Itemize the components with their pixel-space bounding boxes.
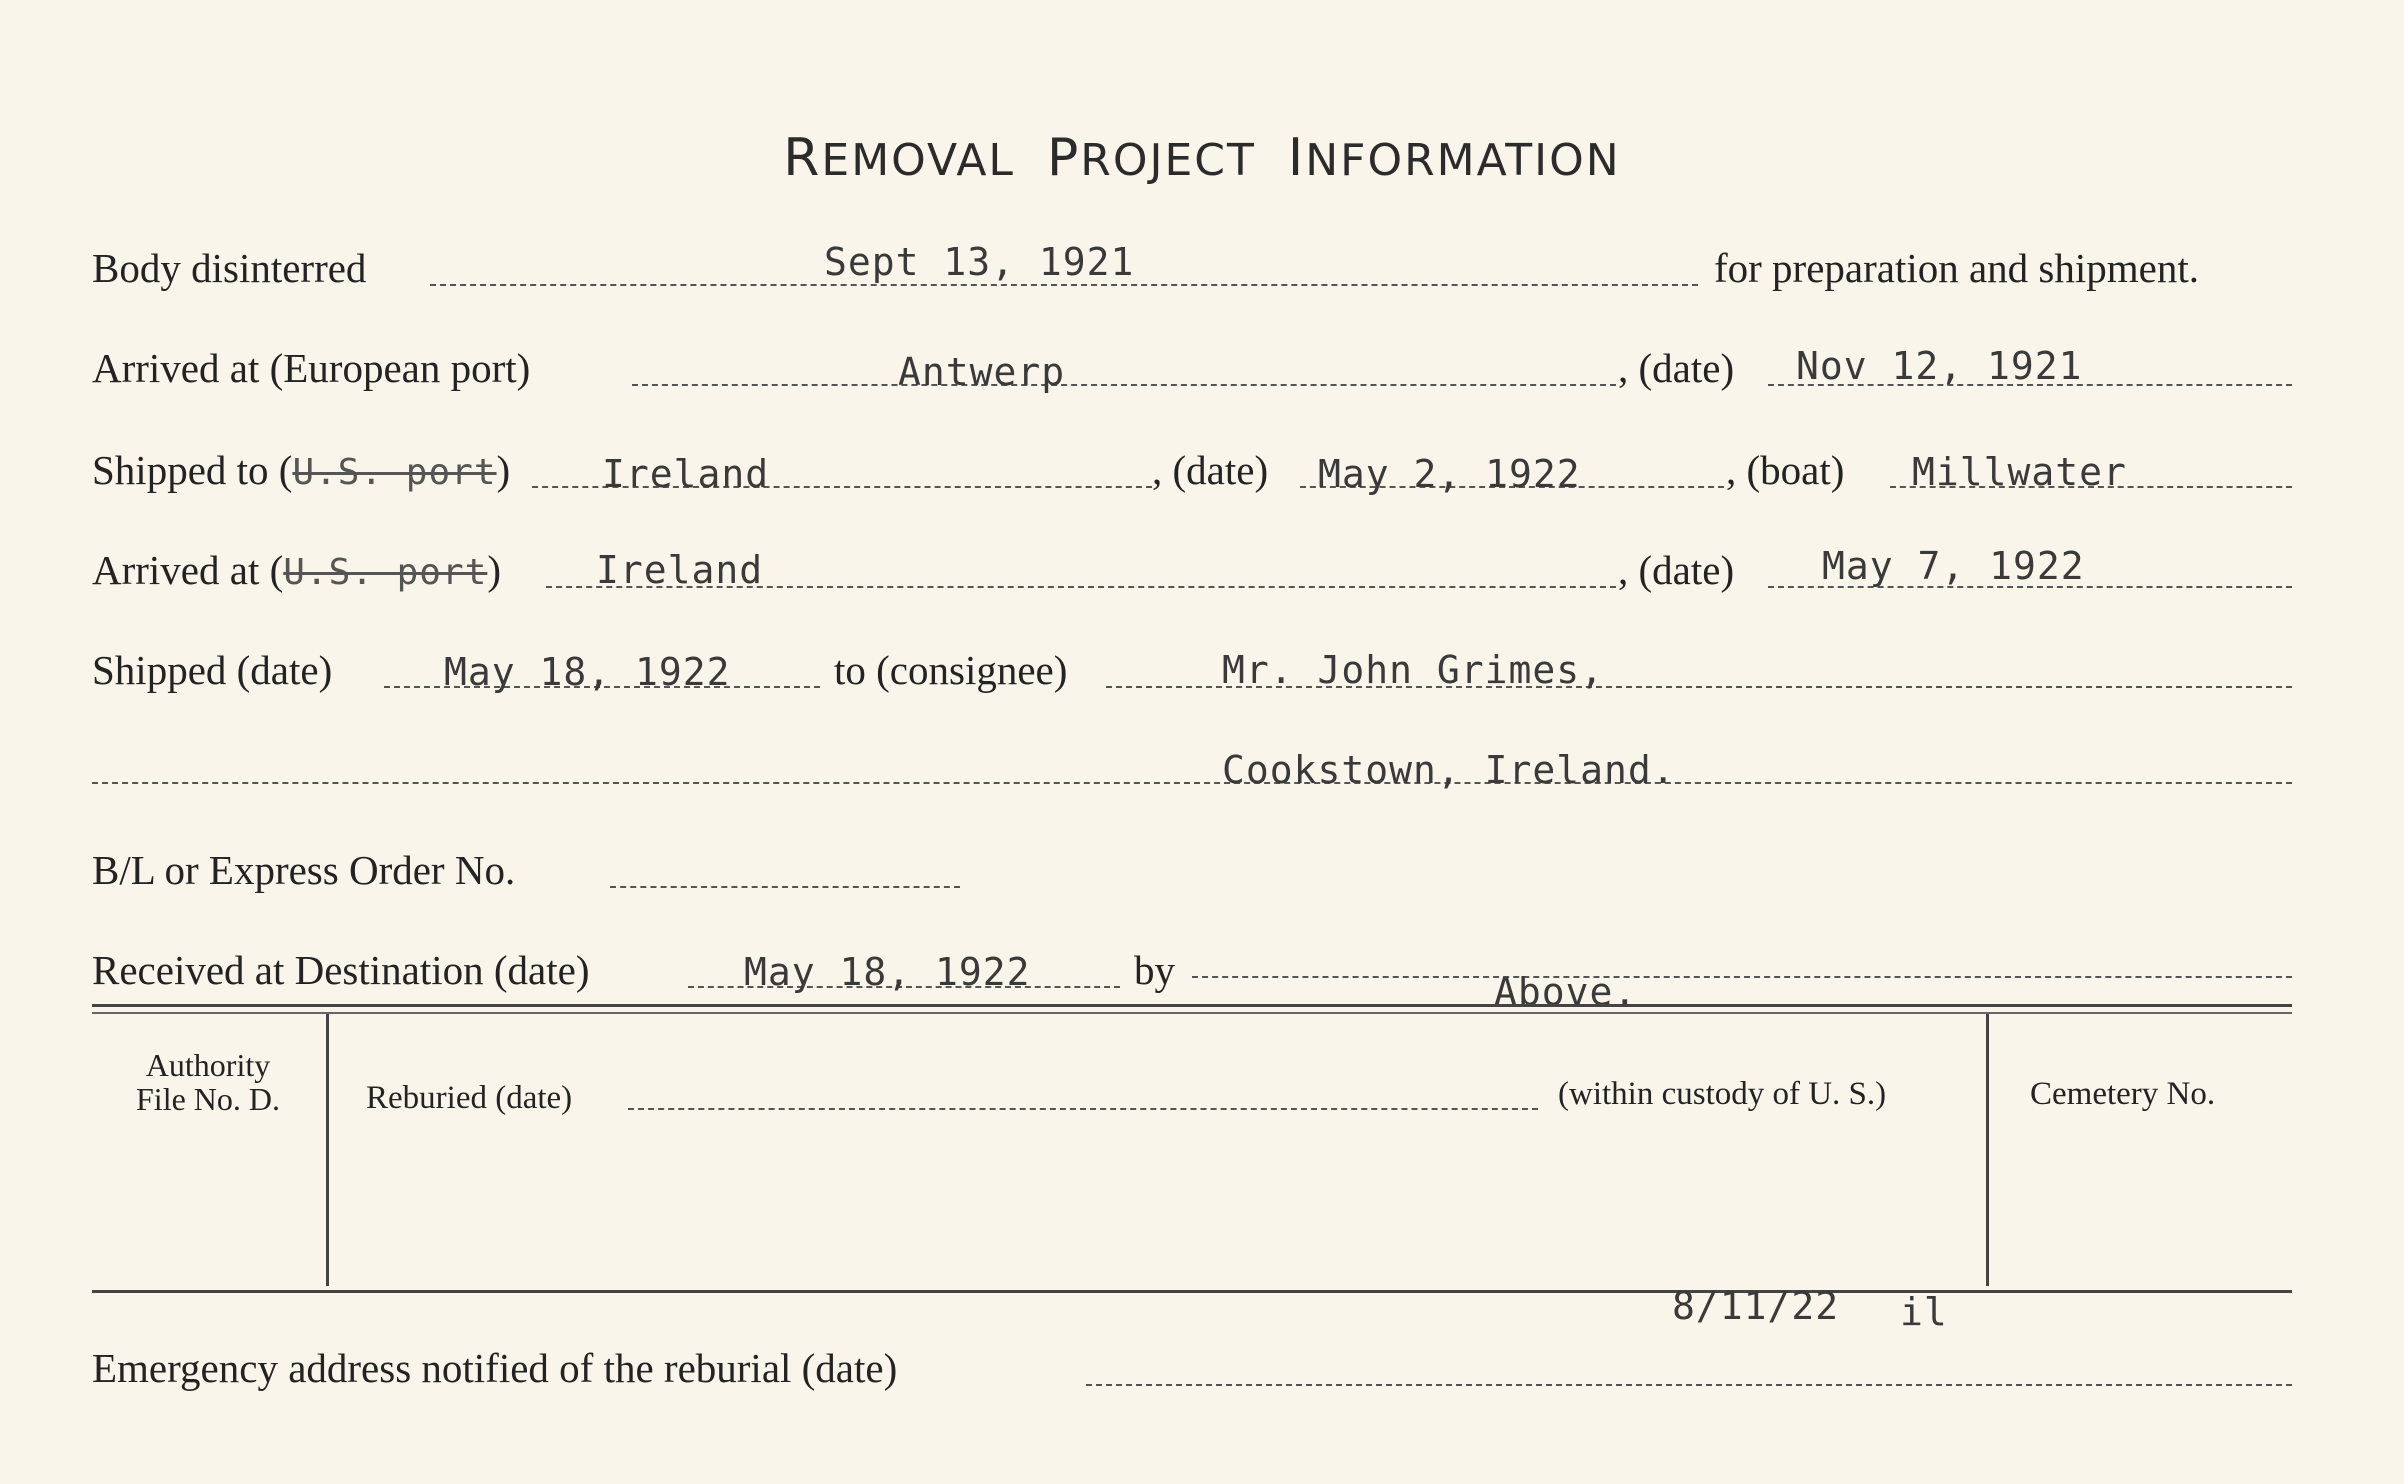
boat-value: Millwater (1912, 450, 2127, 494)
table-top-rule (92, 1004, 2292, 1007)
consignee-address-line (92, 782, 2292, 784)
table-bottom-rule (92, 1290, 2292, 1293)
received-date-label: Received at Destination (date) (92, 947, 590, 993)
arrived-at-date-value: May 7, 1922 (1822, 544, 2085, 588)
received-by-line (1192, 976, 2292, 978)
body-disinterred-value: Sept 13, 1921 (824, 240, 1135, 284)
consignee-label: to (consignee) (834, 647, 1068, 693)
shipped-to-value: Ireland (602, 452, 770, 496)
clerk-initials: il (1900, 1290, 1948, 1334)
struck-us-port-2: U.S. port (283, 552, 488, 593)
arrived-at-date-label: , (date) (1618, 547, 1735, 593)
european-port-date-label: , (date) (1618, 345, 1735, 391)
european-port-line (632, 384, 1616, 386)
european-port-value: Antwerp (898, 350, 1066, 394)
table-top-rule-inner (92, 1012, 2292, 1014)
shipment-purpose-text: for preparation and shipment. (1714, 245, 2200, 291)
emergency-address-label: Emergency address notified of the reburial (date) (92, 1345, 898, 1391)
shipped-to-date-value: May 2, 1922 (1318, 452, 1581, 496)
reburied-date-label: Reburied (date) (366, 1080, 573, 1116)
shipped-date-label: Shipped (date) (92, 647, 333, 693)
received-date-value: May 18, 1922 (744, 950, 1031, 994)
card-title: REMOVAL PROJECT INFORMATION (783, 128, 1621, 188)
received-by-value: Above. (1494, 970, 1638, 1014)
custody-label: (within custody of U. S.) (1558, 1076, 1887, 1112)
body-disinterred-line (430, 284, 1698, 286)
body-disinterred-label: Body disinterred (92, 245, 367, 291)
consignee-address-value: Cookstown, Ireland. (1222, 748, 1676, 792)
shipped-date-value: May 18, 1922 (444, 650, 731, 694)
arrived-at-value: Ireland (596, 548, 764, 592)
received-by-label: by (1134, 947, 1175, 993)
shipped-to-label: Shipped to (U.S. port) (92, 447, 511, 493)
european-port-date-value: Nov 12, 1921 (1796, 344, 2083, 388)
shipped-to-date-label: , (date) (1152, 447, 1269, 493)
consignee-name-value: Mr. John Grimes, (1222, 648, 1605, 692)
bl-express-order-line (610, 886, 960, 888)
arrived-at-label: Arrived at (U.S. port) (92, 547, 501, 593)
european-port-label: Arrived at (European port) (92, 345, 531, 391)
table-divider-left (326, 1014, 329, 1286)
authority-file-label: Authority File No. D. (136, 1047, 280, 1117)
boat-label: , (boat) (1726, 447, 1845, 493)
emergency-address-line (1086, 1384, 2292, 1386)
notification-date-stamp: 8/11/22 (1672, 1284, 1840, 1328)
table-divider-right (1986, 1014, 1989, 1286)
cemetery-no-label: Cemetery No. (2030, 1076, 2216, 1112)
reburied-date-line (628, 1108, 1538, 1110)
struck-us-port: U.S. port (292, 452, 497, 493)
bl-express-order-label: B/L or Express Order No. (92, 847, 516, 893)
